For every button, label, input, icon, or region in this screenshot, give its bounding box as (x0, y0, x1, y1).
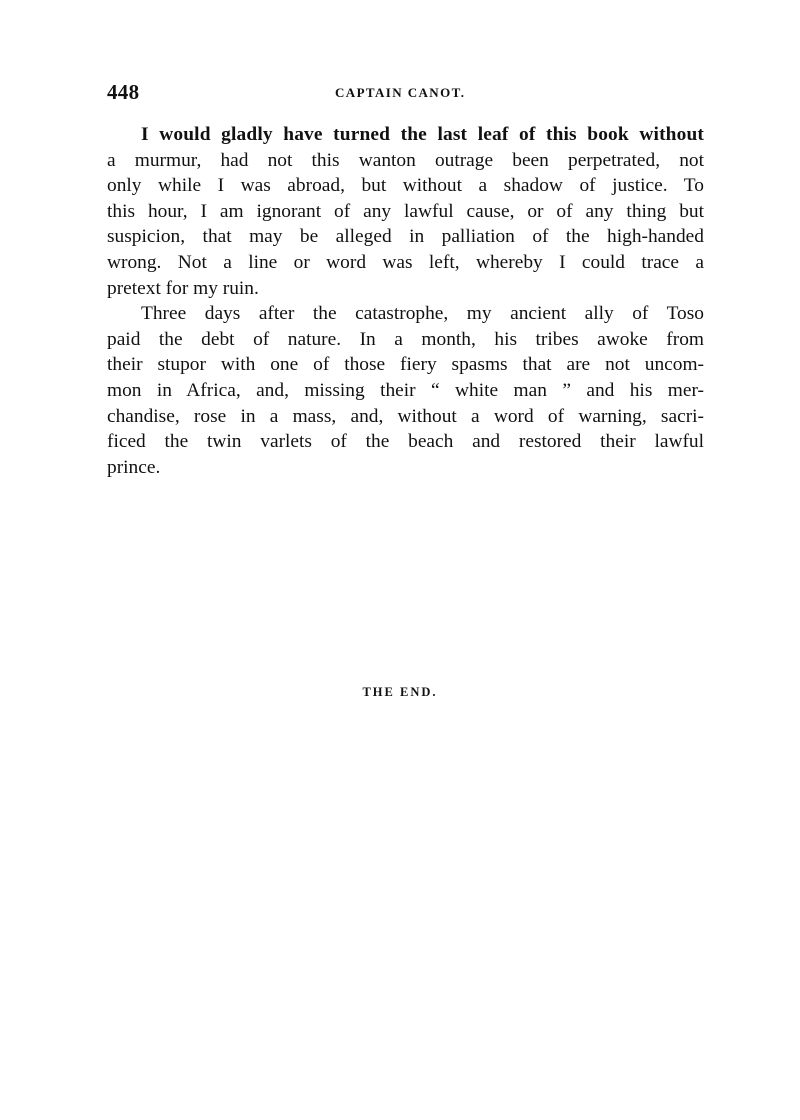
text-line: only while I was abroad, but without a shadow of justice. To (107, 175, 704, 197)
text-line: ficed the twin varlets of the beach and restored their lawful (107, 431, 704, 453)
text-line: mon in Africa, and, missing their “ white man ” and his mer- (107, 379, 704, 401)
text-line: pretext for my ruin. (107, 277, 259, 299)
body-text (107, 122, 704, 480)
text-line: a murmur, had not this wanton outrage been perpetrated, not (107, 149, 704, 171)
end-mark: THE END. (362, 685, 438, 699)
text-line: prince. (107, 456, 161, 478)
text-line: chandise, rose in a mass, and, without a word of warning, sacri- (107, 405, 704, 427)
text-line: wrong. Not a line or word was left, whereby I could trace a (107, 251, 704, 273)
paragraph (107, 122, 704, 301)
paragraph (107, 301, 704, 480)
text-line: paid the debt of nature. In a month, his tribes awoke from (107, 328, 704, 350)
page-number: 448 (107, 80, 140, 104)
text-line: I would gladly have turned the last leaf of this book without (141, 124, 704, 145)
text-line: their stupor with one of those fiery spasms that are not uncom- (107, 354, 704, 376)
text-line: suspicion, that may be alleged in palliation of the high-handed (107, 226, 704, 248)
text-line: Three days after the catastrophe, my ancient ally of Toso (141, 303, 704, 325)
text-line: this hour, I am ignorant of any lawful cause, or of any thing but (107, 200, 704, 222)
running-title: CAPTAIN CANOT. (335, 85, 466, 100)
running-head (107, 79, 703, 105)
